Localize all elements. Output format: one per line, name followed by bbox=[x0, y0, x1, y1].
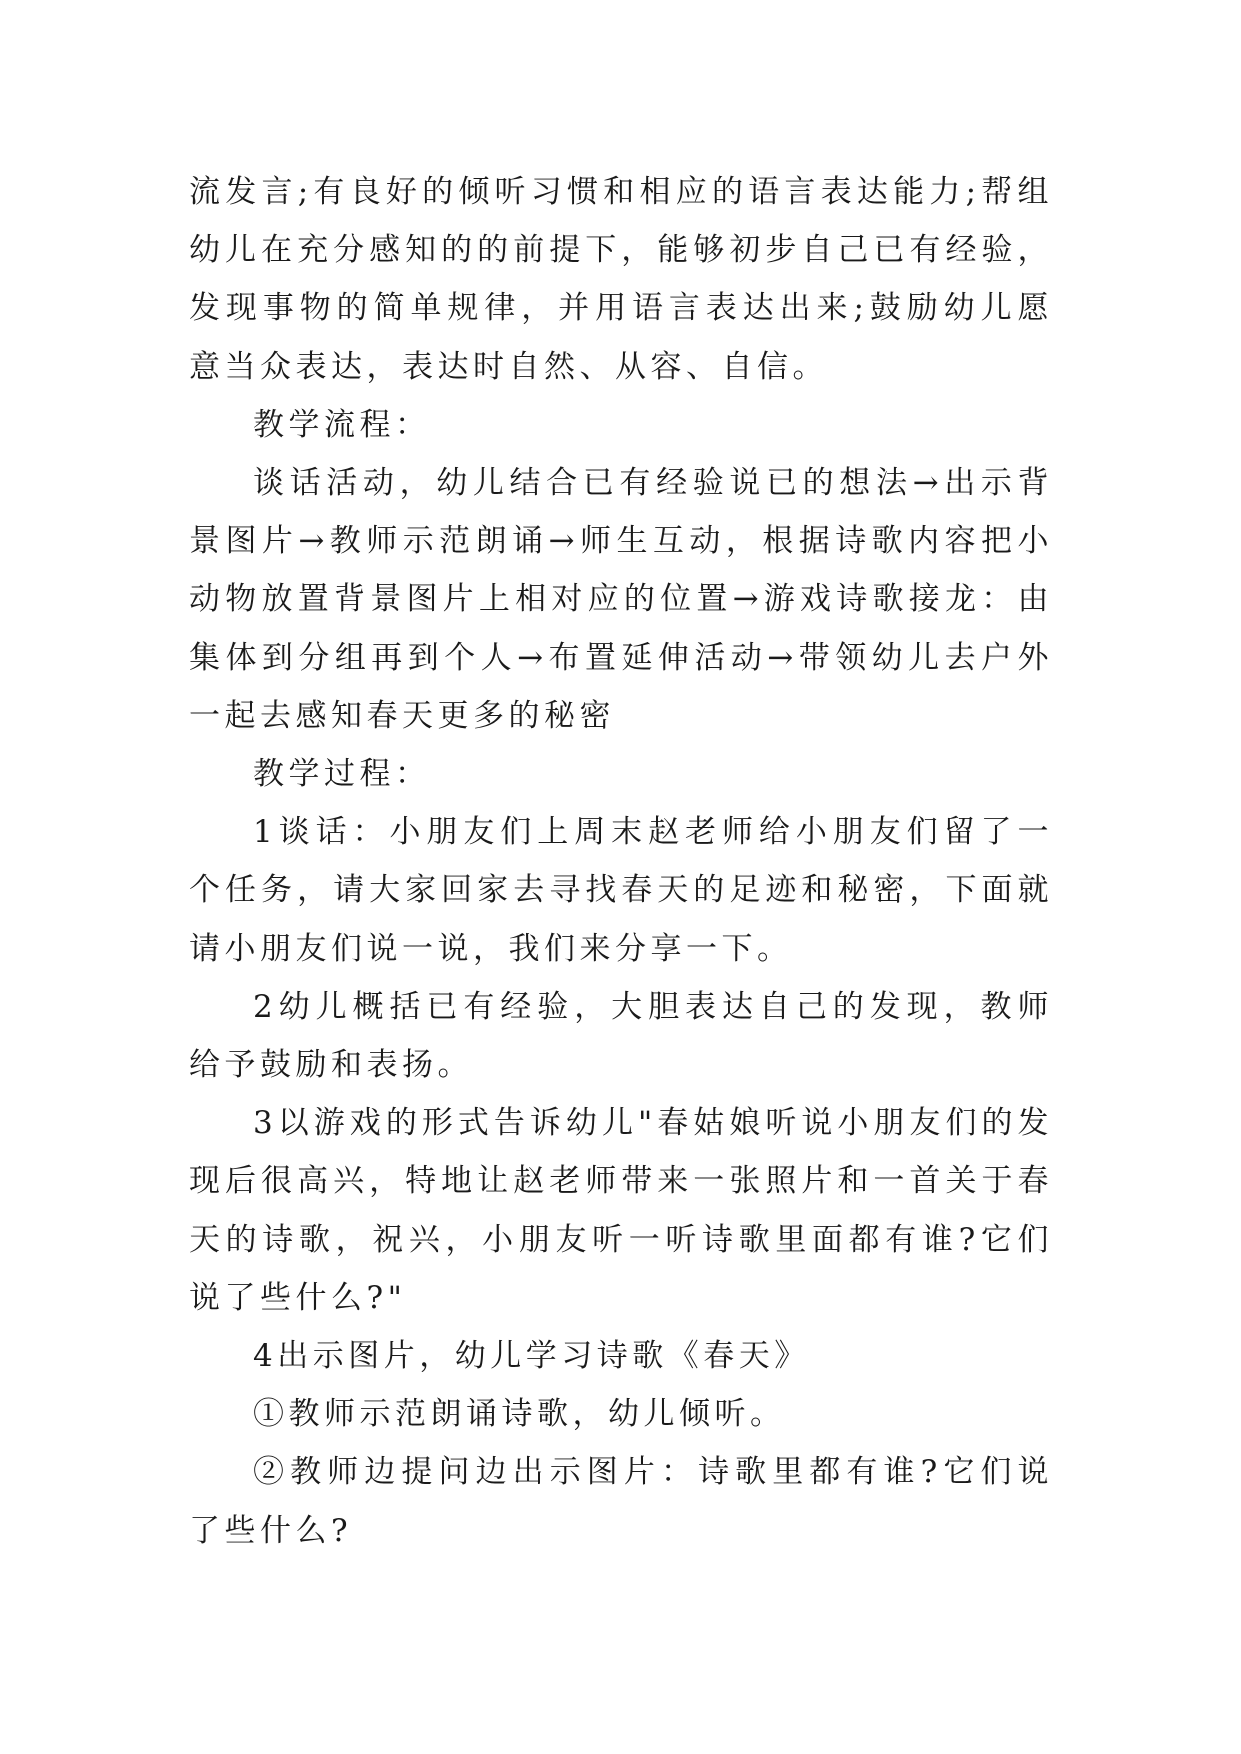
paragraph-substep-1: ①教师示范朗诵诗歌，幼儿倾听。 bbox=[253, 1396, 786, 1433]
paragraph-continued-goals: 流发言;有良好的倾听习惯和相应的语言表达能力;帮组幼儿在充分感知的的前提下，能够初步自己已有经验，发现事物的简单规律，并用语言表达出来;鼓励幼儿愿意当众表达，表达时自然、从容、自信。 bbox=[189, 174, 1053, 385]
paragraph-step-1: 1谈话：小朋友们上周末赵老师给小朋友们留了一个任务，请大家回家去寻找春天的足迹和秘密，下面就请小朋友们说一说，我们来分享一下。 bbox=[189, 814, 1053, 967]
paragraph-teaching-flow: 谈话活动，幼儿结合已有经验说已的想法→出示背景图片→教师示范朗诵→师生互动，根据诗歌内容把小动物放置背景图片上相对应的位置→游戏诗歌接龙：由集体到分组再到个人→布置延伸活动→带领幼儿去户外一起去感知春天更多的秘密 bbox=[189, 465, 1053, 734]
document-body bbox=[189, 163, 1053, 1560]
heading-teaching-process: 教学过程： bbox=[253, 756, 431, 793]
heading-teaching-flow: 教学流程： bbox=[253, 406, 431, 443]
paragraph-step-3: 3以游戏的形式告诉幼儿"春姑娘听说小朋友们的发现后很高兴，特地让赵老师带来一张照片和一首关于春天的诗歌，祝兴，小朋友听一听诗歌里面都有谁?它们说了些什么?" bbox=[189, 1105, 1053, 1316]
paragraph-step-2: 2幼儿概括已有经验，大胆表达自己的发现，教师给予鼓励和表扬。 bbox=[189, 988, 1053, 1084]
paragraph-step-4: 4出示图片，幼儿学习诗歌《春天》 bbox=[253, 1338, 810, 1375]
paragraph-substep-2: ②教师边提问边出示图片：诗歌里都有谁?它们说了些什么? bbox=[189, 1454, 1053, 1549]
